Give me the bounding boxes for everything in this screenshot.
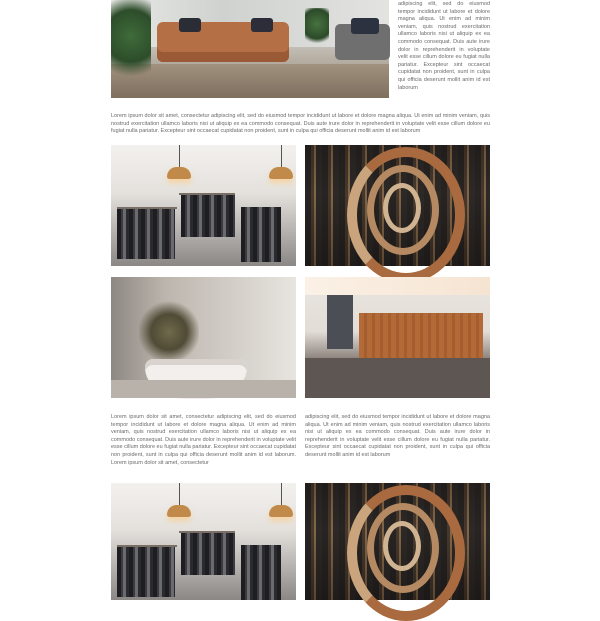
- library-photo: [305, 145, 490, 266]
- bathroom-photo: [111, 277, 296, 398]
- clothing-store-photo: [111, 145, 296, 266]
- left-column-paragraph: Lorem ipsum dolor sit amet, consectetur adipiscing elit, sed do eiusmod tempor incididunt ut labore et dolore magna aliqua. Ut enim ad minim veniam, quis nostrud exercitation ullamco laboris nisi ut aliquip ex ea commodo consequat. Duis aute irure dolor in reprehenderit in voluptate velit esse cillum dolore eu fugiat nulla pariatur. Excepteur sint occaecat cupidatat non proident, sunt in culpa qui officia deserunt mollit anim id est laborum. Lorem ipsum dolor sit amet, consectetur: [111, 414, 296, 466]
- right-column-paragraph: adipiscing elit, sed do eiusmod tempor incididunt ut labore et dolore magna aliqua. Ut enim ad minim veniam, quis nostrud exercitation ullamco laboris nisi ut aliquip ex ea commodo consequat. Duis aute irure dolor in reprehenderit in voluptate velit esse cillum dolore eu fugiat nulla pariatur. Excepteur sint occaecat cupidatat non proident, sunt in culpa qui officia deserunt mollit anim id est laborum: [305, 414, 490, 458]
- library-photo-2: [305, 483, 490, 600]
- lobby-photo: [305, 277, 490, 398]
- living-room-photo: [111, 0, 389, 98]
- top-right-paragraph: adipiscing elit, sed do eiusmod tempor incididunt ut labore et dolore magna aliqua. Ut enim ad minim veniam, quis nostrud exercitation ullamco laboris nisi ut aliquip ex ea commodo consequat. Duis aute irure dolor in reprehenderit in voluptate velit esse cillum dolore eu fugiat nulla pariatur. Excepteur sint occaecat cupidatat non proident, sunt in culpa qui officia deserunt mollit anim id est laborum: [398, 1, 490, 91]
- clothing-store-photo-2: [111, 483, 296, 600]
- intro-paragraph: Lorem ipsum dolor sit amet, consectetur adipiscing elit, sed do eiusmod tempor incididunt ut labore et dolore magna aliqua. Ut enim ad minim veniam, quis nostrud exercitation ullamco laboris nisi ut aliquip ex ea commodo consequat. Duis aute irure dolor in reprehenderit in voluptate velit esse cillum dolore eu fugiat nulla pariatur. Excepteur sint occaecat cupidatat non proident, sunt in culpa qui officia deserunt mollit anim id est laborum: [111, 113, 490, 135]
- document-page: [111, 0, 490, 600]
